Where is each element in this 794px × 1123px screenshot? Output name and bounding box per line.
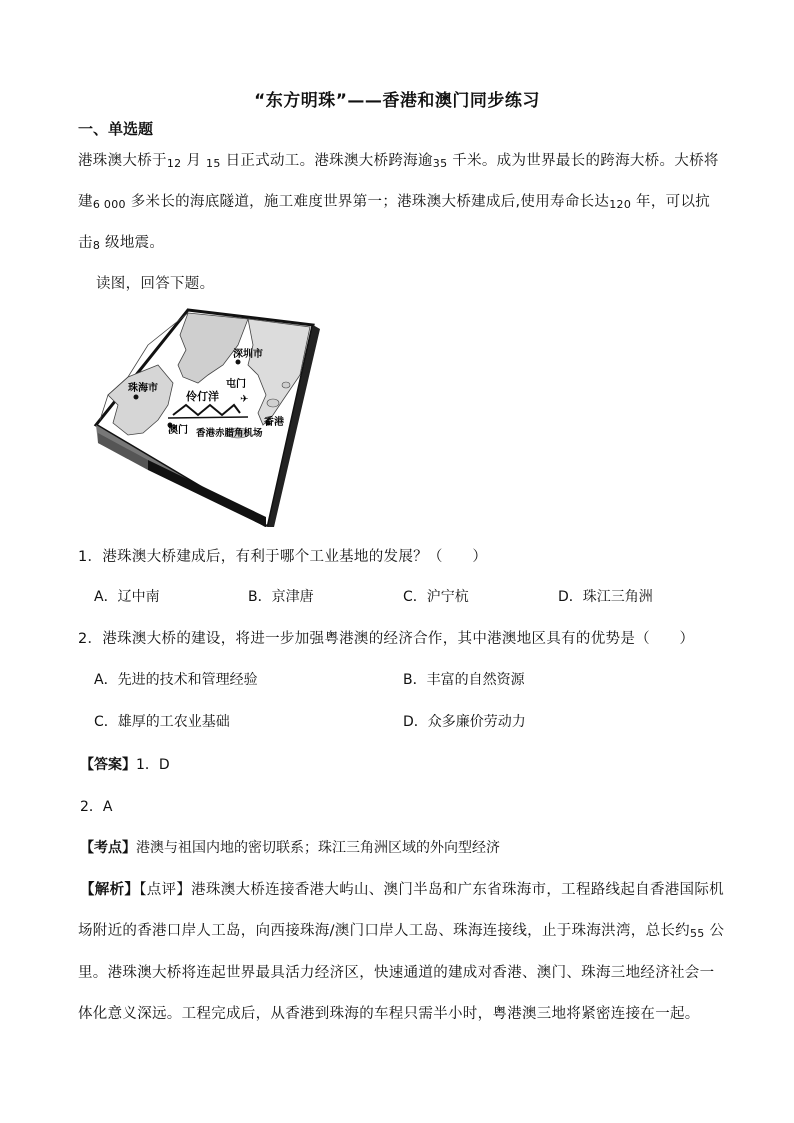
q1-option-a[interactable]: A．辽中南 xyxy=(94,589,160,605)
jiexi-line-1 xyxy=(80,878,724,899)
answer-line-1 xyxy=(80,754,170,774)
label-shenzhen: 深圳市 xyxy=(233,349,263,360)
q2-option-a[interactable]: A．先进的技术和管理经验 xyxy=(94,672,258,688)
intro-number: 15 xyxy=(206,157,221,170)
jiexi-text: 公 xyxy=(704,923,725,939)
question-2-stem: 2．港珠澳大桥的建设，将进一步加强粤港澳的经济合作，其中港澳地区具有的优势是（ ） xyxy=(78,631,695,647)
kaodian-text: 港澳与祖国内地的密切联系；珠江三角洲区域的外向型经济 xyxy=(136,840,500,856)
label-airport: 香港赤腊角机场 xyxy=(196,428,263,439)
intro-line-2 xyxy=(78,190,710,211)
section-heading: 一、单选题 xyxy=(78,120,154,138)
label-lingdingyang: 伶仃洋 xyxy=(186,390,219,403)
intro-text: 千米。成为世界最长的跨海大桥。大桥将 xyxy=(447,153,719,169)
label-tunmen: 屯门 xyxy=(226,379,246,390)
intro-text: 级地震。 xyxy=(100,235,165,251)
intro-number: 35 xyxy=(432,157,448,170)
q1-option-b[interactable]: B．京津唐 xyxy=(248,589,314,605)
intro-number: 6 000 xyxy=(92,198,126,211)
city-dot-shenzhen xyxy=(236,360,241,365)
intro-number: 120 xyxy=(609,198,632,211)
kaodian-line xyxy=(80,837,500,857)
kaodian-tag: 【考点】 xyxy=(80,840,136,856)
q1-option-c[interactable]: C．沪宁杭 xyxy=(403,589,469,605)
intro-text: 建 xyxy=(78,194,93,210)
label-hongkong: 香港 xyxy=(264,417,284,428)
intro-text: 击 xyxy=(78,235,93,251)
jiexi-line-2 xyxy=(78,919,724,940)
bridge-line xyxy=(168,417,248,418)
jiexi-line-4: 体化意义深远。工程完成后，从香港到珠海的车程只需半小时，粤港澳三地将紧密连接在一起。 xyxy=(78,1006,700,1022)
question-1-stem: 1．港珠澳大桥建成后，有利于哪个工业基地的发展？（ ） xyxy=(78,549,488,565)
intro-text: 日正式动工。港珠澳大桥跨海逾 xyxy=(220,153,433,169)
island xyxy=(267,399,279,407)
airport-icon: ✈ xyxy=(240,394,249,405)
q1-option-d[interactable]: D．珠江三角洲 xyxy=(558,589,653,605)
q2-option-c[interactable]: C．雄厚的工农业基础 xyxy=(94,714,230,730)
island xyxy=(282,382,290,388)
q2-option-b[interactable]: B．丰富的自然资源 xyxy=(403,672,525,688)
answer-tag: 【答案】 xyxy=(80,757,136,773)
intro-text: 年，可以抗 xyxy=(631,194,711,210)
answer-2: 2．A xyxy=(80,799,113,815)
jiexi-text: 【点评】港珠澳大桥连接香港大屿山、澳门半岛和广东省珠海市，工程路线起自香港国际机 xyxy=(139,882,724,898)
intro-number: 8 xyxy=(92,239,101,252)
intro-number: 12 xyxy=(166,157,182,170)
pearl-river-delta-map xyxy=(88,305,333,527)
answer-1: 1．D xyxy=(136,757,170,773)
intro-text: 多米长的海底隧道，施工难度世界第一；港珠澳大桥建成后,使用寿命长达 xyxy=(125,194,610,210)
intro-text: 港珠澳大桥于 xyxy=(78,153,167,169)
city-dot-zhuhai xyxy=(134,395,139,400)
q2-option-d[interactable]: D．众多廉价劳动力 xyxy=(403,714,526,730)
label-macau: 澳门 xyxy=(168,425,188,436)
jiexi-tag: 【解析】 xyxy=(80,882,140,898)
intro-line-3 xyxy=(78,231,164,252)
label-zhuhai: 珠海市 xyxy=(128,383,158,394)
instruction-text: 读图，回答下题。 xyxy=(96,276,215,292)
jiexi-line-3: 里。港珠澳大桥将连起世界最具活力经济区，快速通道的建成对香港、澳门、珠海三地经济社会一 xyxy=(78,965,715,981)
intro-text: 月 xyxy=(181,153,207,169)
jiexi-text: 场附近的香港口岸人工岛，向西接珠海/澳门口岸人工岛、珠海连接线，止于珠海洪湾，总长约 xyxy=(78,923,690,939)
page-title: “东方明珠”——香港和澳门同步练习 xyxy=(254,91,540,111)
intro-line-1 xyxy=(78,149,719,170)
jiexi-number: 55 xyxy=(689,927,705,940)
